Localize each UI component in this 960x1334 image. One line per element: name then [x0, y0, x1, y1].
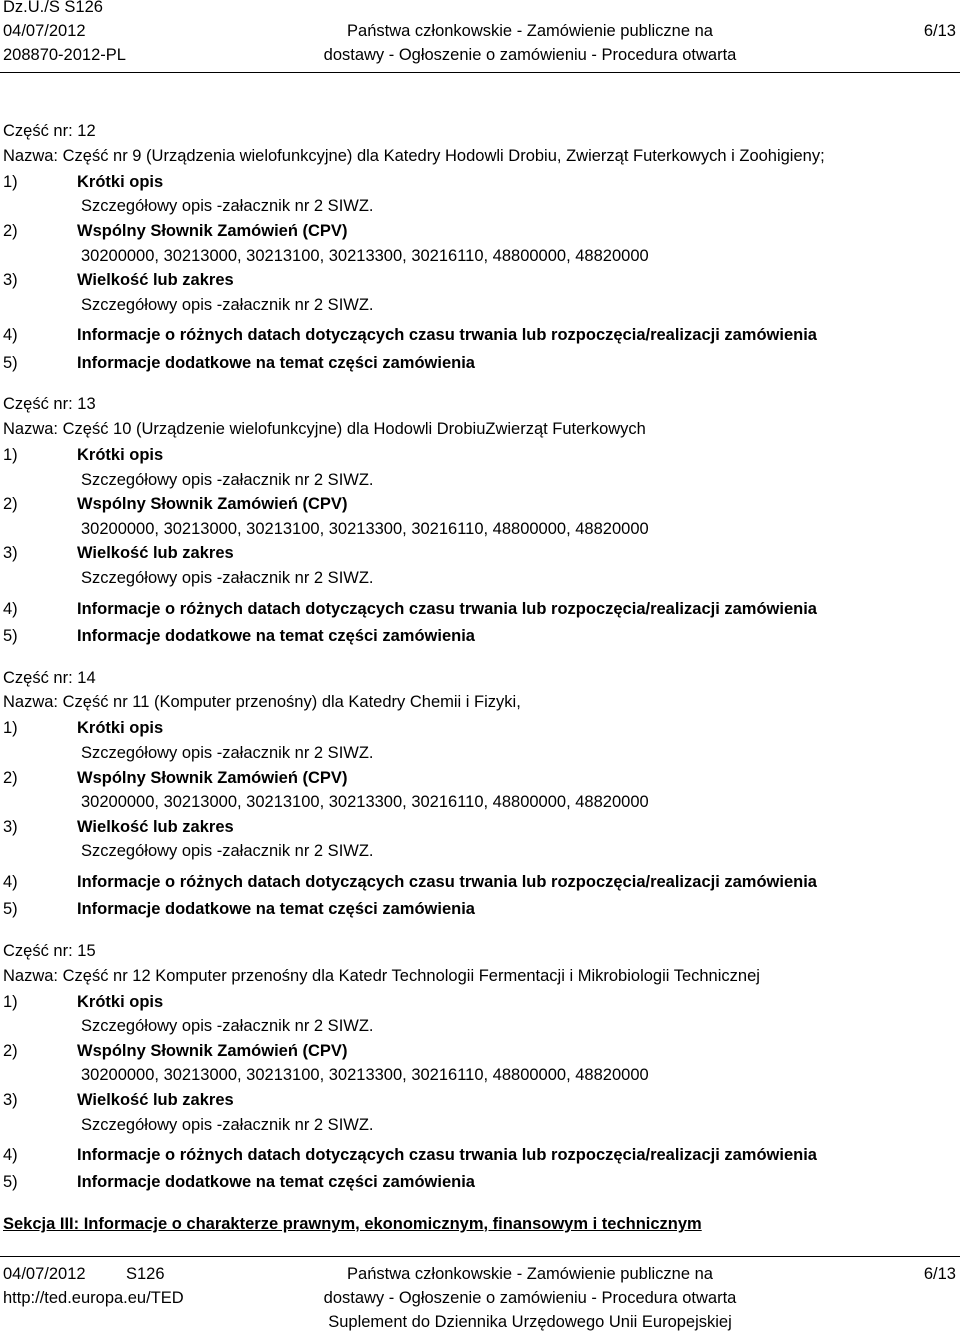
- section-3-heading: [3, 818, 234, 838]
- section-3-title: Wielkość lub zakres: [77, 1091, 234, 1109]
- header-journal: Dz.U./S S126: [3, 0, 103, 16]
- part-number: Część nr: 14: [3, 668, 96, 687]
- section-4-number: 4): [3, 873, 18, 892]
- section-1-number: 1): [3, 719, 18, 738]
- section-2-title: Wspólny Słownik Zamówień (CPV): [77, 221, 348, 240]
- section-4-title: Informacje o różnych datach dotyczących czasu trwania lub rozpoczęcia/realizacji zamówienia: [77, 1146, 817, 1165]
- section-1-title: Krótki opis: [77, 719, 164, 738]
- part-number: Część nr: 12: [3, 122, 96, 140]
- section-2-body: 30200000, 30213000, 30213100, 30213300, 30216110, 48800000, 48820000: [81, 519, 649, 538]
- section-5-title: Informacje dodatkowe na temat części zamówienia: [77, 1173, 475, 1192]
- section-3-body: Szczegółowy opis -załacznik nr 2 SIWZ.: [81, 1115, 374, 1134]
- footer-title-line1: Państwa członkowskie - Zamówienie publiczne na: [347, 1265, 713, 1283]
- section-2-body: 30200000, 30213000, 30213100, 30213300, 30216110, 48800000, 48820000: [81, 246, 649, 265]
- section-4-title: Informacje o różnych datach dotyczących czasu trwania lub rozpoczęcia/realizacji zamówienia: [77, 599, 817, 618]
- section-3-heading: [3, 544, 234, 564]
- section-3-body: Szczegółowy opis -załacznik nr 2 SIWZ.: [81, 295, 374, 314]
- section-5-number: 5): [3, 1173, 18, 1192]
- section-3-heading: [3, 1091, 234, 1111]
- section-3-number: 3): [3, 544, 18, 563]
- section-2-heading: [3, 769, 347, 789]
- section-1-body: Szczegółowy opis -załacznik nr 2 SIWZ.: [81, 197, 374, 216]
- section-3-number: 3): [3, 817, 18, 836]
- section-2-number: 2): [3, 1041, 18, 1060]
- section-1-heading: [3, 446, 163, 466]
- section-3-title: Wielkość lub zakres: [77, 817, 234, 836]
- section-1-body: Szczegółowy opis -załacznik nr 2 SIWZ.: [81, 743, 374, 762]
- part-number: Część nr: 13: [3, 395, 96, 414]
- section-5-title: Informacje dodatkowe na temat części zamówienia: [77, 900, 475, 919]
- section-4-heading: [3, 326, 817, 346]
- section-2-body: 30200000, 30213000, 30213100, 30213300, 30216110, 48800000, 48820000: [81, 793, 649, 812]
- section-2-title: Wspólny Słownik Zamówień (CPV): [77, 768, 348, 787]
- header-page: 6/13: [923, 22, 956, 40]
- section-2-heading: [3, 495, 347, 515]
- section-4-number: 4): [3, 1146, 18, 1165]
- section-5-number: 5): [3, 626, 18, 645]
- header-rule: [0, 72, 960, 73]
- section-3-number: 3): [3, 1091, 18, 1109]
- section-iii-heading: Sekcja III: Informacje o charakterze prawnym, ekonomicznym, finansowym i technicznym: [3, 1215, 702, 1233]
- section-5-heading: [3, 627, 475, 647]
- section-5-title: Informacje dodatkowe na temat części zamówienia: [77, 626, 475, 645]
- header-doc-id: 208870-2012-PL: [3, 46, 126, 64]
- section-3-title: Wielkość lub zakres: [77, 271, 234, 290]
- part-name: Nazwa: Część 10 (Urządzenie wielofunkcyjne) dla Hodowli DrobiuZwierząt Futerkowych: [3, 419, 646, 438]
- section-4-heading: [3, 600, 817, 620]
- section-1-heading: [3, 719, 163, 739]
- section-4-title: Informacje o różnych datach dotyczących czasu trwania lub rozpoczęcia/realizacji zamówienia: [77, 326, 817, 345]
- section-2-body: 30200000, 30213000, 30213100, 30213300, 30216110, 48800000, 48820000: [81, 1066, 649, 1085]
- part-name: Nazwa: Część nr 9 (Urządzenia wielofunkcyjne) dla Katedry Hodowli Drobiu, Zwierząt Futerkowych i Zoohigieny;: [3, 146, 825, 165]
- section-5-heading: [3, 900, 475, 920]
- section-2-number: 2): [3, 768, 18, 787]
- header-date: 04/07/2012: [3, 22, 86, 40]
- section-2-heading: [3, 1042, 347, 1062]
- section-5-title: Informacje dodatkowe na temat części zamówienia: [77, 353, 475, 372]
- part-number: Część nr: 15: [3, 941, 96, 960]
- section-1-title: Krótki opis: [77, 446, 164, 464]
- footer-url[interactable]: http://ted.europa.eu/TED: [3, 1289, 184, 1307]
- section-2-heading: [3, 222, 347, 242]
- section-3-title: Wielkość lub zakres: [77, 544, 234, 563]
- section-4-number: 4): [3, 326, 18, 345]
- section-1-heading: [3, 173, 163, 193]
- section-4-heading: [3, 873, 817, 893]
- section-5-number: 5): [3, 353, 18, 372]
- section-3-body: Szczegółowy opis -załacznik nr 2 SIWZ.: [81, 569, 374, 587]
- part-name: Nazwa: Część nr 11 (Komputer przenośny) dla Katedry Chemii i Fizyki,: [3, 693, 521, 712]
- footer-page: 6/13: [923, 1265, 956, 1283]
- header-title-line1: Państwa członkowskie - Zamówienie publiczne na: [347, 22, 713, 40]
- section-2-number: 2): [3, 495, 18, 514]
- part-name: Nazwa: Część nr 12 Komputer przenośny dla Katedr Technologii Fermentacji i Mikrobiologii Technicznej: [3, 966, 760, 985]
- section-1-number: 1): [3, 992, 18, 1011]
- header-title-line2: dostawy - Ogłoszenie o zamówieniu - Procedura otwarta: [323, 46, 737, 64]
- footer-title-line3: Suplement do Dziennika Urzędowego Unii Europejskiej: [328, 1313, 732, 1331]
- section-4-heading: [3, 1146, 817, 1166]
- section-3-body: Szczegółowy opis -załacznik nr 2 SIWZ.: [81, 842, 374, 861]
- section-2-title: Wspólny Słownik Zamówień (CPV): [77, 1041, 348, 1060]
- footer-rule: [0, 1256, 960, 1257]
- section-2-number: 2): [3, 221, 18, 240]
- section-5-number: 5): [3, 900, 18, 919]
- section-1-title: Krótki opis: [77, 172, 164, 191]
- section-3-heading: [3, 271, 234, 291]
- section-1-body: Szczegółowy opis -załacznik nr 2 SIWZ.: [81, 1017, 374, 1036]
- section-1-heading: [3, 993, 163, 1013]
- section-5-heading: [3, 354, 475, 374]
- section-1-number: 1): [3, 446, 18, 464]
- footer-date: 04/07/2012: [3, 1265, 86, 1283]
- section-1-title: Krótki opis: [77, 992, 164, 1011]
- section-5-heading: [3, 1173, 475, 1193]
- footer-journal: S126: [126, 1265, 165, 1283]
- section-3-number: 3): [3, 271, 18, 290]
- section-1-body: Szczegółowy opis -załacznik nr 2 SIWZ.: [81, 470, 374, 489]
- section-4-number: 4): [3, 599, 18, 618]
- footer-title-line2: dostawy - Ogłoszenie o zamówieniu - Procedura otwarta: [323, 1289, 737, 1307]
- section-4-title: Informacje o różnych datach dotyczących czasu trwania lub rozpoczęcia/realizacji zamówienia: [77, 873, 817, 892]
- section-2-title: Wspólny Słownik Zamówień (CPV): [77, 495, 348, 514]
- section-1-number: 1): [3, 172, 18, 191]
